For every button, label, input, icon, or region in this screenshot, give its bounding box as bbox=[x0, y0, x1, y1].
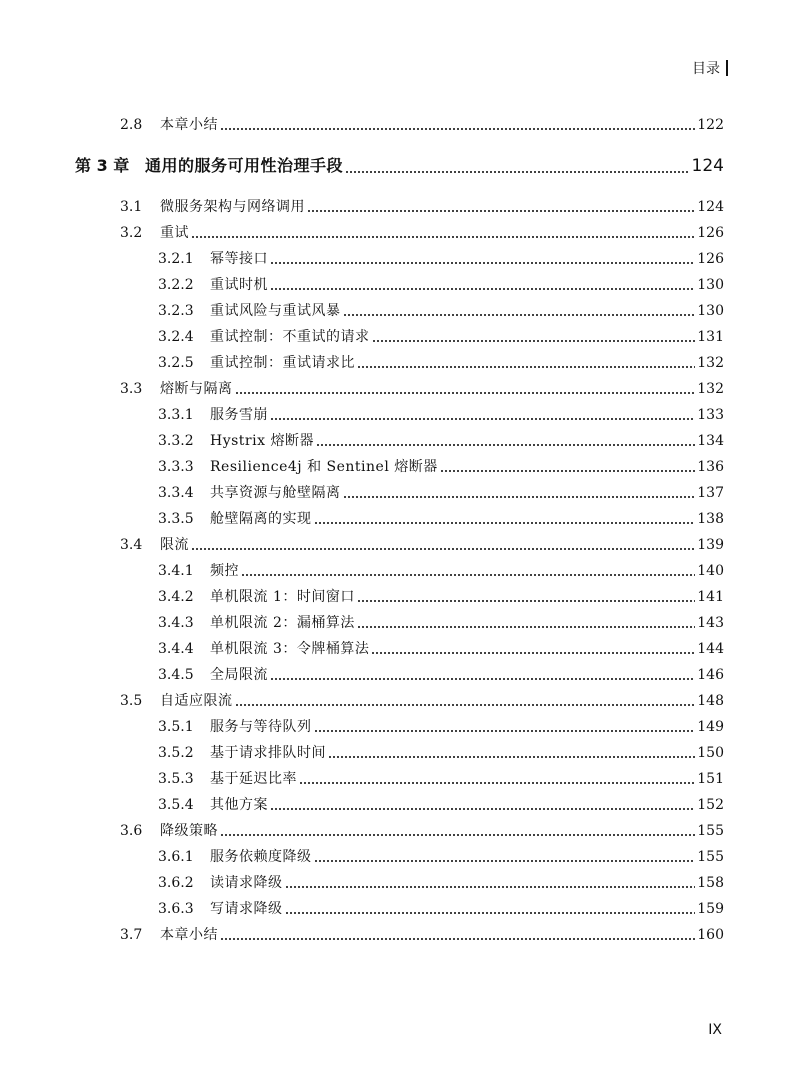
toc-entry[interactable] bbox=[158, 406, 724, 424]
toc-entry[interactable] bbox=[158, 900, 724, 918]
toc-entry[interactable] bbox=[158, 276, 724, 294]
leader-dots bbox=[345, 164, 690, 174]
toc-number: 3.4.1 bbox=[158, 563, 194, 579]
toc-number: 3.4.2 bbox=[158, 589, 194, 605]
leader-dots bbox=[220, 121, 695, 131]
toc-title: 基于请求排队时间 bbox=[210, 745, 326, 761]
toc-number: 3.6 bbox=[120, 823, 143, 839]
toc-page: 134 bbox=[697, 433, 724, 449]
toc-entry[interactable] bbox=[158, 718, 724, 736]
toc-page: 144 bbox=[697, 641, 724, 657]
leader-dots bbox=[316, 437, 695, 447]
toc-page: 150 bbox=[697, 745, 724, 761]
toc-number: 3.3.2 bbox=[158, 433, 194, 449]
toc-number: 3.2.1 bbox=[158, 251, 194, 267]
toc-entry[interactable] bbox=[120, 926, 724, 944]
toc-number: 3.5.3 bbox=[158, 771, 194, 787]
leader-dots bbox=[314, 723, 696, 733]
toc-title: 共享资源与舱壁隔离 bbox=[210, 485, 341, 501]
toc-entry[interactable] bbox=[158, 458, 724, 476]
toc-title: 重试 bbox=[160, 225, 189, 241]
toc-entry[interactable] bbox=[120, 224, 724, 242]
toc-number: 3.7 bbox=[120, 927, 143, 943]
toc-chapter-3[interactable] bbox=[75, 155, 724, 177]
leader-dots bbox=[220, 827, 695, 837]
toc-title: 本章小结 bbox=[160, 117, 218, 133]
toc-title: 读请求降级 bbox=[210, 875, 283, 891]
toc-title: 重试控制：不重试的请求 bbox=[210, 329, 370, 345]
chapter-page: 124 bbox=[691, 156, 724, 176]
toc-entry[interactable] bbox=[158, 666, 724, 684]
toc-page: 146 bbox=[697, 667, 724, 683]
leader-dots bbox=[357, 619, 695, 629]
toc-title: 写请求降级 bbox=[210, 901, 283, 917]
toc-title: 服务依赖度降级 bbox=[210, 849, 312, 865]
toc-page: 131 bbox=[697, 329, 724, 345]
leader-dots bbox=[299, 775, 695, 785]
leader-dots bbox=[285, 905, 696, 915]
toc-title: 微服务架构与网络调用 bbox=[160, 199, 305, 215]
leader-dots bbox=[343, 489, 696, 499]
leader-dots bbox=[191, 541, 695, 551]
leader-dots bbox=[235, 385, 696, 395]
leader-dots bbox=[270, 255, 695, 265]
leader-dots bbox=[314, 853, 696, 863]
toc-entry[interactable] bbox=[158, 250, 724, 268]
leader-dots bbox=[220, 931, 695, 941]
toc-page: 124 bbox=[697, 199, 724, 215]
toc-entry[interactable] bbox=[120, 198, 724, 216]
toc-entry[interactable] bbox=[158, 614, 724, 632]
toc-number: 3.5.1 bbox=[158, 719, 194, 735]
toc-title: 其他方案 bbox=[210, 797, 268, 813]
toc-number: 3.5.2 bbox=[158, 745, 194, 761]
leader-dots bbox=[372, 333, 696, 343]
toc-entry[interactable] bbox=[158, 848, 724, 866]
toc-page: 152 bbox=[697, 797, 724, 813]
toc-number: 3.6.1 bbox=[158, 849, 194, 865]
toc-page: 130 bbox=[697, 277, 724, 293]
leader-dots bbox=[270, 281, 695, 291]
toc-page: 155 bbox=[697, 823, 724, 839]
toc-page: 151 bbox=[697, 771, 724, 787]
toc-number: 3.1 bbox=[120, 199, 143, 215]
toc-title: Hystrix 熔断器 bbox=[210, 433, 314, 449]
toc-entry[interactable] bbox=[158, 796, 724, 814]
leader-dots bbox=[270, 801, 695, 811]
toc-entry[interactable] bbox=[158, 640, 724, 658]
chapter-title: 通用的服务可用性治理手段 bbox=[145, 156, 344, 175]
toc-entry[interactable] bbox=[158, 562, 724, 580]
toc-entry[interactable] bbox=[158, 328, 724, 346]
toc-page: 159 bbox=[697, 901, 724, 917]
leader-dots bbox=[357, 359, 695, 369]
toc-entry[interactable] bbox=[158, 588, 724, 606]
toc-title: 舱壁隔离的实现 bbox=[210, 511, 312, 527]
toc-title: 本章小结 bbox=[160, 927, 218, 943]
toc-number: 3.3.5 bbox=[158, 511, 194, 527]
toc-entry[interactable] bbox=[158, 770, 724, 788]
toc-entry[interactable] bbox=[158, 484, 724, 502]
leader-dots bbox=[307, 203, 695, 213]
toc-entry-2-8[interactable] bbox=[120, 116, 724, 134]
toc-entry[interactable] bbox=[158, 432, 724, 450]
toc-entry[interactable] bbox=[158, 744, 724, 762]
toc-entry[interactable] bbox=[158, 510, 724, 528]
toc-title: 基于延迟比率 bbox=[210, 771, 297, 787]
toc-number: 3.4.4 bbox=[158, 641, 194, 657]
toc-entry[interactable] bbox=[158, 874, 724, 892]
leader-dots bbox=[270, 671, 695, 681]
toc-title: 重试风险与重试风暴 bbox=[210, 303, 341, 319]
toc-page: 137 bbox=[697, 485, 724, 501]
toc-number: 3.2 bbox=[120, 225, 143, 241]
toc-title: 自适应限流 bbox=[160, 693, 233, 709]
running-header bbox=[692, 58, 728, 78]
toc-page: 148 bbox=[697, 693, 724, 709]
toc-page: 126 bbox=[697, 251, 724, 267]
toc-number: 3.5.4 bbox=[158, 797, 194, 813]
toc-title: 服务雪崩 bbox=[210, 407, 268, 423]
leader-dots bbox=[314, 515, 696, 525]
leader-dots bbox=[357, 593, 695, 603]
toc-number: 3.6.2 bbox=[158, 875, 194, 891]
toc-page: 143 bbox=[697, 615, 724, 631]
running-header-text: 目录 bbox=[692, 61, 720, 77]
toc-number: 2.8 bbox=[120, 117, 143, 133]
toc-number: 3.4.3 bbox=[158, 615, 194, 631]
toc-entry[interactable] bbox=[120, 822, 724, 840]
page-number: IX bbox=[708, 1022, 722, 1038]
toc-entry[interactable] bbox=[158, 302, 724, 320]
toc-page: 139 bbox=[697, 537, 724, 553]
toc-title: 降级策略 bbox=[160, 823, 218, 839]
toc-page: 140 bbox=[697, 563, 724, 579]
toc-page: 136 bbox=[697, 459, 724, 475]
toc-page: 155 bbox=[697, 849, 724, 865]
toc-title: 频控 bbox=[210, 563, 239, 579]
header-rule bbox=[726, 60, 728, 76]
toc-title: 全局限流 bbox=[210, 667, 268, 683]
leader-dots bbox=[328, 749, 695, 759]
toc-title: 单机限流 2：漏桶算法 bbox=[210, 615, 355, 631]
toc-page: 122 bbox=[697, 117, 724, 133]
leader-dots bbox=[343, 307, 696, 317]
toc-title: 重试时机 bbox=[210, 277, 268, 293]
leader-dots bbox=[440, 463, 696, 473]
toc-title: 熔断与隔离 bbox=[160, 381, 233, 397]
leader-dots bbox=[285, 879, 696, 889]
toc-title: 幂等接口 bbox=[210, 251, 268, 267]
leader-dots bbox=[241, 567, 695, 577]
toc-title: 重试控制：重试请求比 bbox=[210, 355, 355, 371]
toc-title: 单机限流 3：令牌桶算法 bbox=[210, 641, 370, 657]
toc-entry[interactable] bbox=[120, 380, 724, 398]
leader-dots bbox=[270, 411, 695, 421]
toc-page: 141 bbox=[697, 589, 724, 605]
toc-page: 132 bbox=[697, 381, 724, 397]
toc-number: 3.5 bbox=[120, 693, 143, 709]
toc-number: 3.4.5 bbox=[158, 667, 194, 683]
toc-entry[interactable] bbox=[120, 536, 724, 554]
toc-entry[interactable] bbox=[158, 354, 724, 372]
toc-page: 126 bbox=[697, 225, 724, 241]
toc-page: 160 bbox=[697, 927, 724, 943]
toc-number: 3.2.3 bbox=[158, 303, 194, 319]
toc-title: 单机限流 1：时间窗口 bbox=[210, 589, 355, 605]
toc-number: 3.3.1 bbox=[158, 407, 194, 423]
toc-number: 3.3.3 bbox=[158, 459, 194, 475]
toc-number: 3.2.2 bbox=[158, 277, 194, 293]
toc-number: 3.6.3 bbox=[158, 901, 194, 917]
leader-dots bbox=[235, 697, 696, 707]
toc-title: Resilience4j 和 Sentinel 熔断器 bbox=[210, 459, 438, 475]
toc-number: 3.4 bbox=[120, 537, 143, 553]
toc-title: 限流 bbox=[160, 537, 189, 553]
toc-page: 138 bbox=[697, 511, 724, 527]
chapter-number: 第 3 章 bbox=[75, 156, 130, 175]
toc-number: 3.3.4 bbox=[158, 485, 194, 501]
toc-page: 149 bbox=[697, 719, 724, 735]
toc-page: 133 bbox=[697, 407, 724, 423]
toc-number: 3.2.5 bbox=[158, 355, 194, 371]
toc-number: 3.3 bbox=[120, 381, 143, 397]
toc-page: 130 bbox=[697, 303, 724, 319]
toc-title: 服务与等待队列 bbox=[210, 719, 312, 735]
toc-page: 132 bbox=[697, 355, 724, 371]
toc-number: 3.2.4 bbox=[158, 329, 194, 345]
leader-dots bbox=[371, 645, 695, 655]
toc-page: 158 bbox=[697, 875, 724, 891]
leader-dots bbox=[191, 229, 695, 239]
toc-entry[interactable] bbox=[120, 692, 724, 710]
